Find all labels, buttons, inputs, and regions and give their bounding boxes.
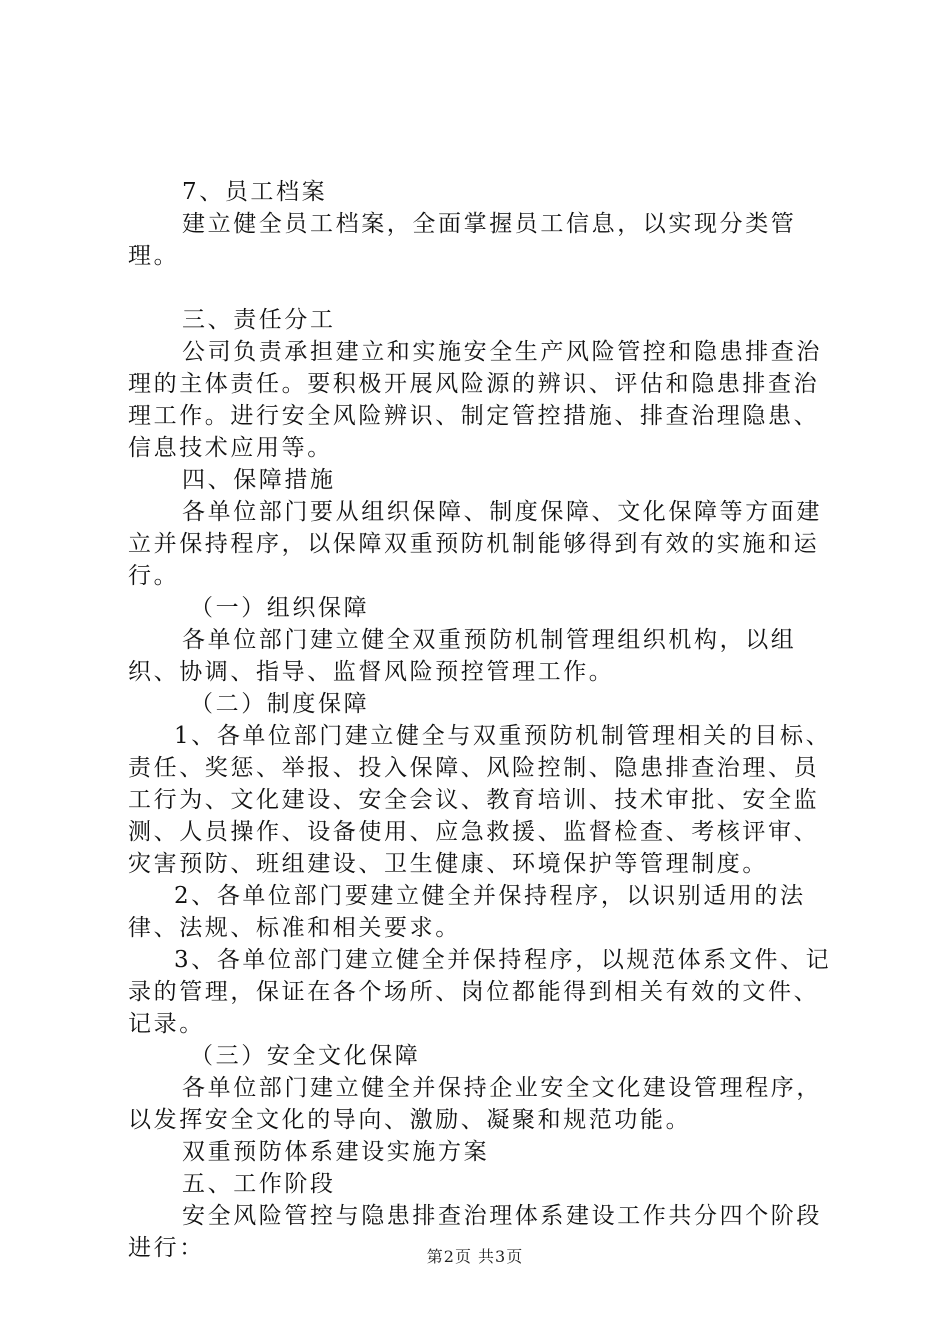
paragraph-organization: 各单位部门建立健全双重预防机制管理组织机构，以组织、协调、指导、监督风险预控管理工作。 xyxy=(128,627,797,685)
paragraph-system-1: 1、各单位部门建立健全与双重预防机制管理相关的目标、责任、奖惩、举报、投入保障、风险控制、隐患排查治理、员工行为、文化建设、安全会议、教育培训、技术审批、安全监测、人员操作、设备使用、应急救援、监督检查、考核评审、灾害预防、班组建设、卫生健康、环境保护等管理制度。 xyxy=(128,723,832,877)
section-heading-safeguards: 四、保障措施 xyxy=(182,467,336,493)
subsection-heading-culture: （三）安全文化保障 xyxy=(190,1043,421,1069)
subsection-heading-system: （二）制度保障 xyxy=(190,691,370,717)
subsection-heading-employee-files: 7、员工档案 xyxy=(182,179,328,205)
paragraph-work-stages: 安全风险管控与隐患排查治理体系建设工作共分四个阶段进行： xyxy=(128,1203,822,1261)
section-heading-responsibility: 三、责任分工 xyxy=(182,307,336,333)
paragraph-culture: 各单位部门建立健全并保持企业安全文化建设管理程序，以发挥安全文化的导向、激励、凝聚和规范功能。 xyxy=(128,1075,822,1133)
paragraph-responsibility: 公司负责承担建立和实施安全生产风险管控和隐患排查治理的主体责任。要积极开展风险源的辨识、评估和隐患排查治理工作。进行安全风险辨识、制定管控措施、排查治理隐患、信息技术应用等。 xyxy=(128,339,822,461)
paragraph-employee-files: 建立健全员工档案，全面掌握员工信息，以实现分类管理。 xyxy=(128,211,797,269)
paragraph-system-2: 2、各单位部门要建立健全并保持程序，以识别适用的法律、法规、标准和相关要求。 xyxy=(128,883,806,941)
document-title-line: 双重预防体系建设实施方案 xyxy=(182,1139,490,1165)
paragraph-safeguards: 各单位部门要从组织保障、制度保障、文化保障等方面建立并保持程序，以保障双重预防机制能够得到有效的实施和运行。 xyxy=(128,499,822,589)
paragraph-system-3: 3、各单位部门建立健全并保持程序，以规范体系文件、记录的管理，保证在各个场所、岗位都能得到相关有效的文件、记录。 xyxy=(128,947,832,1037)
document-body xyxy=(128,176,838,1264)
page-number-footer: 第2页 共3页 xyxy=(426,1247,524,1266)
paragraph-gap xyxy=(128,272,838,304)
subsection-heading-organization: （一）组织保障 xyxy=(190,595,370,621)
section-heading-work-stages: 五、工作阶段 xyxy=(182,1171,336,1197)
